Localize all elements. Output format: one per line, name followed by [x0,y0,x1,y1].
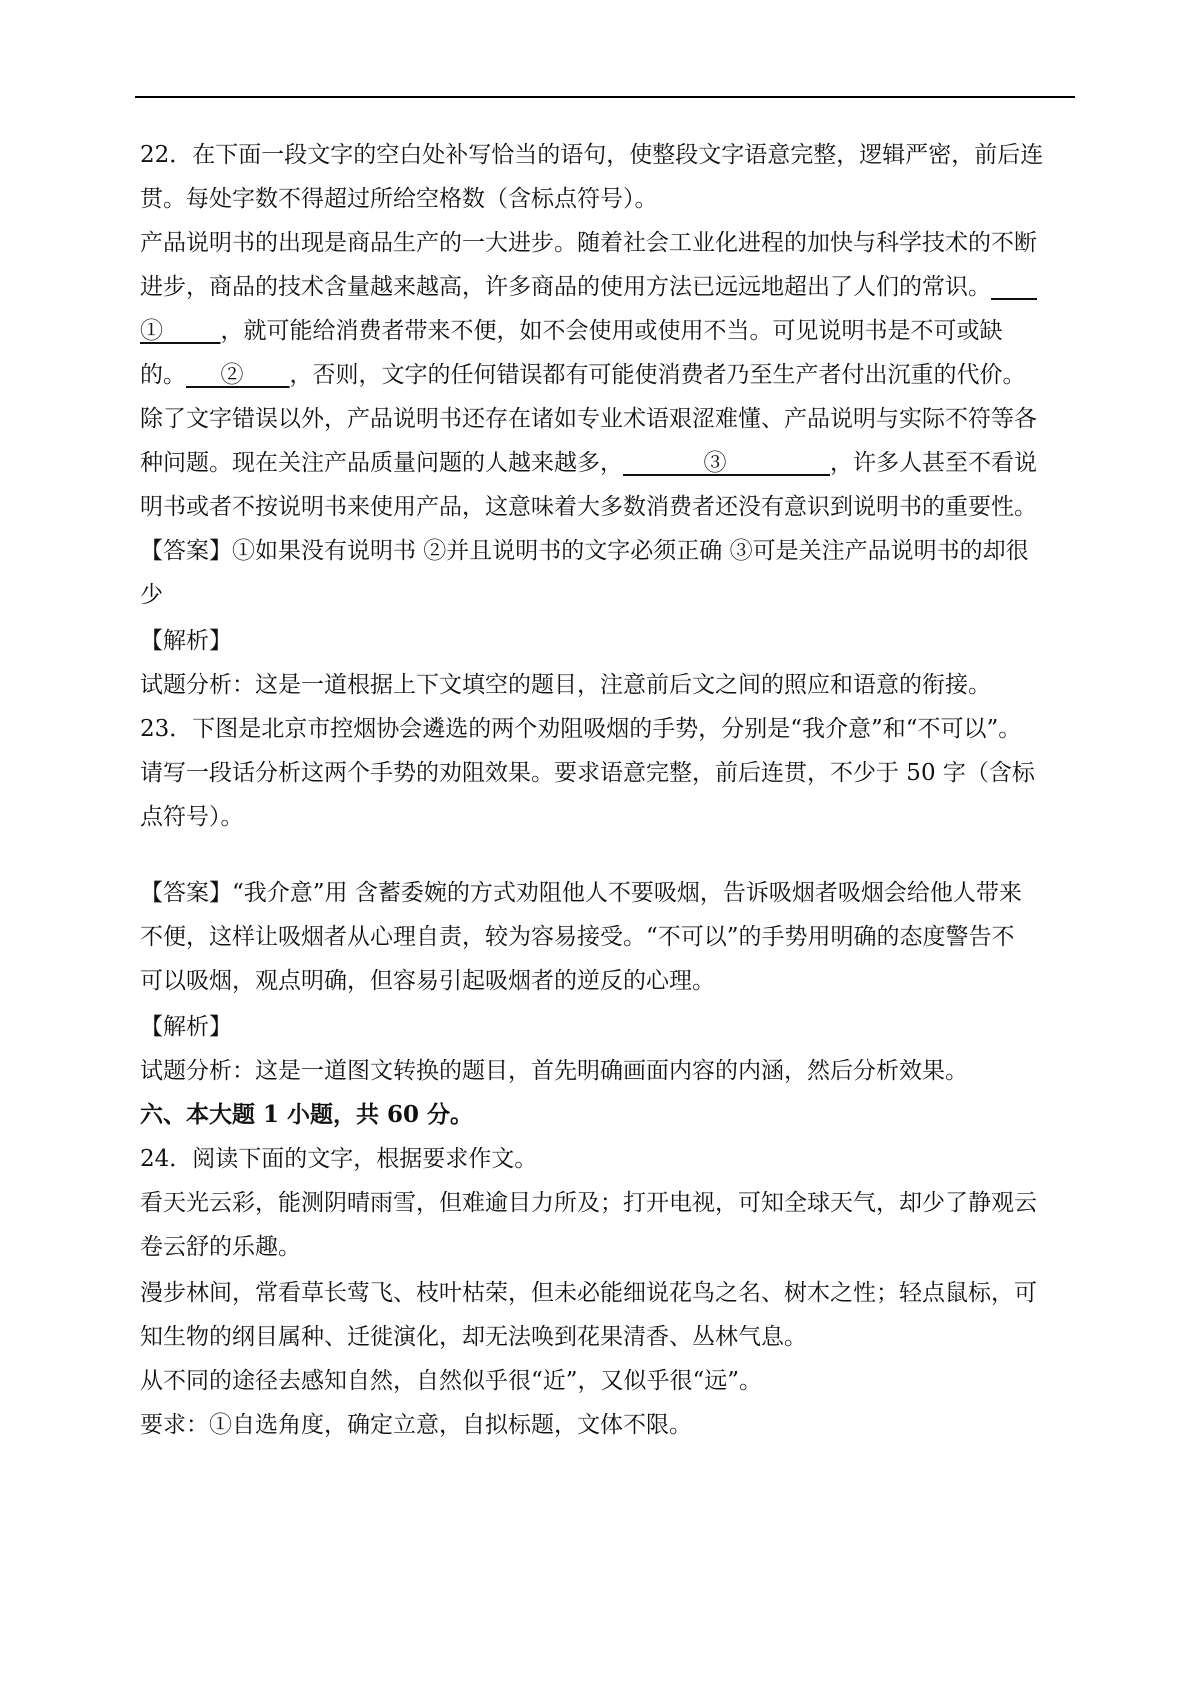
blank-1-start: ____ [991,274,1037,300]
q24-requirement: 要求：①自选角度，确定立意，自拟标题，文体不限。 [140,1412,692,1438]
q22-answer-line-2: 少 [140,582,163,608]
header-rule [135,96,1075,98]
blank-1: ①_____ [140,318,221,344]
q23-answer-line-3: 可以吸烟，观点明确，但容易引起吸烟者的逆反的心理。 [140,968,715,994]
q22-passage-line-1: 产品说明书的出现是商品生产的一大进步。随着社会工业化进程的加快与科学技术的不断 [140,230,1037,256]
q22-passage-line-5: 除了文字错误以外，产品说明书还存在诸如专业术语艰涩难懂、产品说明与实际不符等各 [140,406,1037,432]
q22-passage-line-2 [140,272,1037,302]
q24-prompt: 24．阅读下面的文字，根据要求作文。 [140,1146,538,1172]
q22-passage-line-7: 明书或者不按说明书来使用产品，这意味着大多数消费者还没有意识到说明书的重要性。 [140,494,1037,520]
q24-para-1-line-2: 卷云舒的乐趣。 [140,1234,301,1260]
q22-prompt-line-1: 22．在下面一段文字的空白处补写恰当的语句，使整段文字语意完整，逻辑严密，前后连 [140,142,1044,168]
section-6-heading: 六、本大题 1 小题，共 60 分。 [140,1101,474,1128]
q23-prompt-line-3: 点符号）。 [140,804,244,830]
q23-answer-line-2: 不便，这样让吸烟者从心理自责，较为容易接受。“不可以”的手势用明确的态度警告不 [140,924,1015,950]
q22-prompt-line-2: 贯。每处字数不得超过所给空格数（含标点符号）。 [140,186,658,212]
q24-para-3: 从不同的途径去感知自然，自然似乎很“近”，又似乎很“远”。 [140,1368,763,1394]
q23-prompt-line-1: 23．下图是北京市控烟协会遴选的两个劝阻吸烟的手势，分别是“我介意”和“不可以”。 [140,716,1022,742]
q22-passage-text: ，就可能给消费者带来不便，如不会使用或使用不当。可见说明书是不可或缺 [220,318,1003,344]
q22-analysis-text: 试题分析：这是一道根据上下文填空的题目，注意前后文之间的照应和语意的衔接。 [140,672,991,698]
blank-2: ___②____ [186,362,290,388]
q22-passage-text: 种问题。现在关注产品质量问题的人越来越多， [140,450,623,476]
q22-passage-text: ，许多人甚至不看说 [830,450,1037,476]
q23-analysis-text: 试题分析：这是一道图文转换的题目，首先明确画面内容的内涵，然后分析效果。 [140,1058,968,1084]
q24-para-1-line-1: 看天光云彩，能测阴晴雨雪，但难逾目力所及；打开电视，可知全球天气，却少了静观云 [140,1190,1037,1216]
q22-analysis-heading: 【解析】 [140,628,232,654]
q23-prompt-line-2: 请写一段话分析这两个手势的劝阻效果。要求语意完整，前后连贯，不少于 50 字（含标 [140,760,1035,786]
q22-passage-text: 进步，商品的技术含量越来越高，许多商品的使用方法已远远地超出了人们的常识。 [140,274,991,300]
blank-3: _______③_________ [623,450,830,476]
q23-answer-line-1: 【答案】“我介意”用 含蓄委婉的方式劝阻他人不要吸烟，告诉吸烟者吸烟会给他人带来 [140,880,1022,906]
q22-answer-line-1: 【答案】①如果没有说明书 ②并且说明书的文字必须正确 ③可是关注产品说明书的却很 [140,538,1029,564]
q24-para-2-line-1: 漫步林间，常看草长莺飞、枝叶枯荣，但未必能细说花鸟之名、树木之性；轻点鼠标，可 [140,1280,1037,1306]
q22-passage-text: 的。 [140,362,186,388]
q22-passage-line-6 [140,448,1037,478]
q22-passage-text: ，否则，文字的任何错误都有可能使消费者乃至生产者付出沉重的代价。 [289,362,1026,388]
q23-analysis-heading: 【解析】 [140,1014,232,1040]
q24-para-2-line-2: 知生物的纲目属种、迁徙演化，却无法唤到花果清香、丛林气息。 [140,1324,807,1350]
q22-passage-line-3 [140,316,1003,346]
q22-passage-line-4 [140,360,1026,390]
